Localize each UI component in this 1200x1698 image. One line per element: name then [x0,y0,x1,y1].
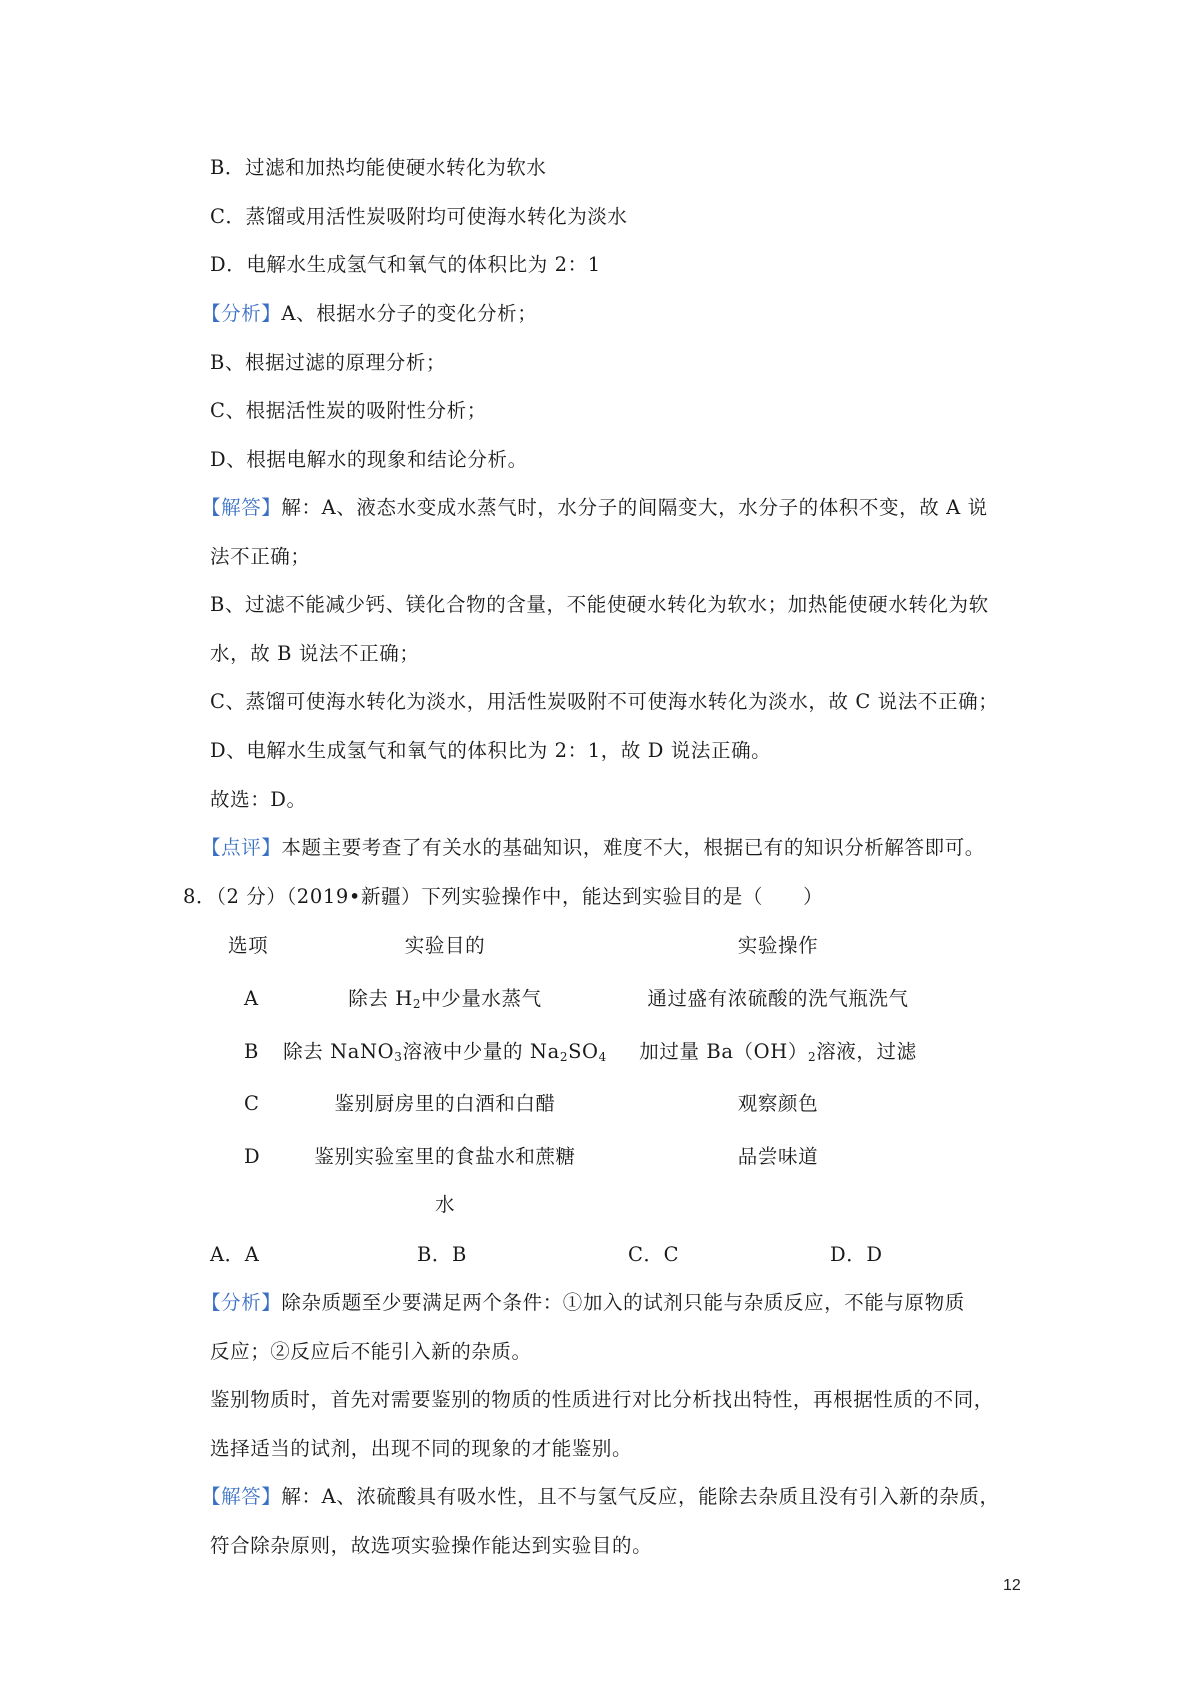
table-cell-purpose: 鉴别实验室里的食盐水和蔗糖 [314,1145,576,1168]
table-cell-operation: 观察颜色 [737,1092,819,1115]
table-cell-option: B [244,1040,259,1063]
q8-analysis-text: 鉴别物质时，首先对需要鉴别的物质的性质进行对比分析找出特性，再根据性质的不同， [210,1388,994,1411]
q8-stem: 8．（2 分）（2019•新疆）下列实验操作中，能达到实验目的是（ ） [183,885,824,908]
choice-c: C．C [628,1243,680,1266]
q7-answer-text: 法不正确； [210,545,311,568]
q7-answer-text: 水，故 B 说法不正确； [210,642,420,665]
comment-tag: 【点评】 [201,836,282,859]
answer-tag: 【解答】 [201,496,282,519]
q7-answer-line: 【解答】解：A、液态水变成水蒸气时，水分子的间隔变大，水分子的体积不变，故 A 说 [201,496,988,519]
q7-answer-text: B、过滤不能减少钙、镁化合物的含量，不能使硬水转化为软水；加热能使硬水转化为软 [210,593,989,616]
q7-analysis-line: 【分析】A、根据水分子的变化分析； [201,302,538,325]
table-cell-operation: 加过量 $Ba(OH)_2$溶液，过滤 [639,1040,917,1064]
q7-answer-choice: 故选：D。 [210,788,307,811]
choice-d: D．D [830,1243,883,1266]
table-cell-purpose: 除去 NaNO$_3$溶液中少量的 $Na_2SO_4$ [283,1040,607,1064]
q7-answer-text: C、蒸馏可使海水转化为淡水，用活性炭吸附不可使海水转化为淡水，故 C 说法不正确； [210,690,999,713]
analysis-tag: 【分析】 [201,302,282,325]
q7-answer-text: D、电解水生成氢气和氧气的体积比为 2：1，故 D 说法正确。 [210,739,772,762]
table-cell-option: C [244,1092,260,1115]
table-header: 实验操作 [737,934,819,957]
q7-comment-line: 【点评】本题主要考查了有关水的基础知识，难度不大，根据已有的知识分析解答即可。 [201,836,985,859]
q8-analysis-text: 反应；②反应后不能引入新的杂质。 [210,1340,532,1363]
table-header: 选项 [228,934,269,957]
choice-b: B．B [417,1243,467,1266]
table-cell-option: D [244,1145,261,1168]
q8-answer-text: 符合除杂原则，故选项实验操作能达到实验目的。 [210,1534,653,1557]
q8-answer-line: 【解答】解：A、浓硫酸具有吸水性，且不与氢气反应，能除去杂质且没有引入新的杂质， [201,1485,1000,1508]
choice-a: A．A [210,1243,260,1266]
table-cell-purpose: 鉴别厨房里的白酒和白醋 [334,1092,556,1115]
option-d: D．电解水生成氢气和氧气的体积比为 2：1 [210,253,601,276]
table-header: 实验目的 [404,934,486,957]
option-c: C．蒸馏或用活性炭吸附均可使海水转化为淡水 [210,205,628,228]
option-b: B．过滤和加热均能使硬水转化为软水 [210,156,547,179]
answer-tag: 【解答】 [201,1485,282,1508]
page-number: 12 [1003,1577,1021,1594]
table-cell-operation: 品尝味道 [737,1145,819,1168]
q8-analysis-text: 选择适当的试剂，出现不同的现象的才能鉴别。 [210,1437,633,1460]
q8-analysis-line: 【分析】除杂质题至少要满足两个条件：①加入的试剂只能与杂质反应，不能与原物质 [201,1291,965,1314]
q7-analysis-c: C、根据活性炭的吸附性分析； [210,399,487,422]
table-cell-purpose-wrap: 水 [434,1193,456,1216]
table-cell-option: A [244,987,259,1010]
q7-analysis-b: B、根据过滤的原理分析； [210,351,447,374]
q7-analysis-d: D、根据电解水的现象和结论分析。 [210,448,528,471]
table-cell-purpose: 除去 $H_2$中少量水蒸气 [348,987,542,1011]
analysis-tag: 【分析】 [201,1291,282,1314]
table-cell-operation: 通过盛有浓硫酸的洗气瓶洗气 [647,987,909,1010]
